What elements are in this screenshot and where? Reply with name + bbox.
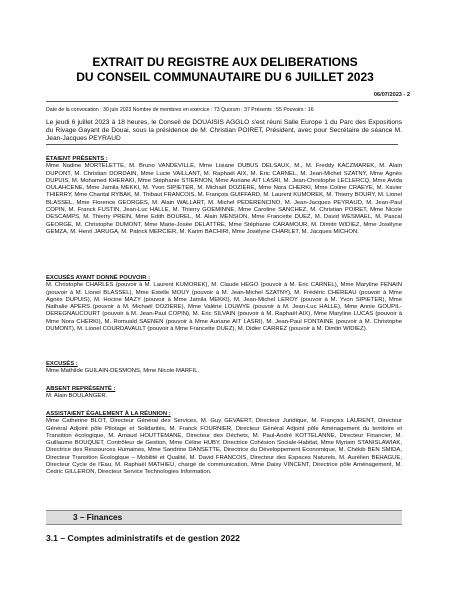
subsection-title: 3.1 – Comptes administratifs et de gestion 2022 bbox=[46, 533, 240, 543]
section-excuses bbox=[46, 361, 402, 376]
excuses-heading: EXCUSÉS : bbox=[46, 361, 78, 367]
section-absent bbox=[46, 386, 402, 401]
section-bar-finances bbox=[46, 510, 402, 525]
presents-list: Mme Nadine MORTELETTE, M. Bruno VANDEVILLE, Mme Lisiane DUBUS DELSAUX, M., M. Freddy KACZMAREK, M. Alain DUPONT, M. Christian DORDAIN, Mme Lucie VAILLANT, M. Raphaël AIX, M. Eric CARNEL, M. Jean-Michel SZATNY, Mme Agnès DUPUIS, M. Mohamed KHERAKI, Mme Stéphanie STIERNON, Mme Auriane AIT LASRI, M. Jean-Christophe LECLERCQ, Mme Avida OULAHCENE, Mme Jamila MEKKI, M. Yvon SIPIETER, M. Michaël DOZIERE, Mme Nora CHERKI, Mme Coline CRAEYE, M. Xavier THIERRY, Mme Chantal RYBAK, M. Thibaut FRANCOIS, M. François GUIFFARD, M. Laurent KUMOREK, M. Thierry BOURY, M. Lionel BLASSEL, Mme Florence GEORGES, M. Alain WALLART, M. Michel PEDERENCINO, M. Jean-Jacques PEYRAUD, M. Jean-Paul COPIN, M. Franck FUSTIN, Jean-Luc HALLE, M. Thierry GOEMINNE, Mme Caroline SANCHEZ, M. Christian POIRET, Mme Nicole DESCAMPS, M. Thierry PREIN, Mme Edith BOUREL, M. Alain MENSION, Mme Francette DUEZ, M. David WESMAEL, M. Pascal GEORGÉ, M. Christophe DUMONT, Mme Marie-Josée DELATTRE, Mme Stéphanie CARAMOUR, M. Dimitri WIDIEZ, Mme Josélyne GEMZA, M. Henri JARUGA, M. Patrick MERCIER, M. Karim BACHIRI, Mme Josélyne CHARLET, M. Jacques MICHON. bbox=[46, 163, 402, 235]
meeting-intro: Le jeudi 6 juillet 2023 à 18 heures, le Conseil de DOUAISIS AGGLO s'est réuni Salle Europe 1 du Parc des Expositions du Rivage Gayant de Douai, sous la présidence de M. Christian POIRET, Président, avec pour Secrétaire de séance M. Jean-Jacques PEYRAUD bbox=[46, 119, 402, 143]
absent-list: M. Alain BOULANGER. bbox=[46, 393, 108, 400]
section-presents bbox=[46, 156, 402, 236]
divider-top bbox=[46, 101, 398, 102]
document-title-line1: EXTRAIT DU REGISTRE AUX DELIBERATIONS bbox=[92, 55, 358, 69]
section-bar-label: 3 – Finances bbox=[73, 513, 123, 522]
excuses-list: Mme Mathilde GUILAIN-DESMONS, Mme Nicole MARFIL. bbox=[46, 368, 200, 375]
pouvoir-heading: EXCUSÉS AYANT DONNÉ POUVOIR : bbox=[46, 275, 151, 281]
divider-bottom bbox=[46, 144, 398, 145]
reference-number: 06/07/2023 - 2 bbox=[373, 92, 410, 98]
assistant-list: Mme Catherine BLOT, Directeur Général des Services, M. Guy GEVAERT, Directeur Juridique, M. François LAURENT, Directeur Général Adjoint pôle Pilotage et Solidarités, M. Franck FOURNIER, Directeur Général Adjoint pôle Aménagement du territoire et Transition écologique, M. Arnaud HOUTTEMANE, Directeur des Déchets, M. Paul-André KOTTELANNE, Directeur Financier, M. Guillaume BOUQUET, Contrôleur de Gestion, Mme Céline HUBY, Directrice Cohésion Sociale-Habitat, Mme Myriam STANISLAWIAK, Directrice des Ressources Humaines, Mme Sandrine DANSETTE, Directrice du Développement Economique, M. Chékib BEN SMIDA, Directeur Transition Écologique – Mobilité et Qualité, M. David FRANCOIS, Directeur des Espaces Naturels, M. Aurélien BEHAGUE, Directeur Cycle de l'Eau, M. Raphaël MATHIEU, chargé de communication, Mme Daisy VINCENT, Directrice pôle Aménagement, M. Cédric GILLERON, Directeur Service Technologies Information. bbox=[46, 418, 402, 476]
convocation-meta: Date de la convocation : 30 juin 2023 Nombre de membres en exercice : 73 Quorum : 37 Présents : 55 Pouvoirs : 16 bbox=[46, 107, 314, 113]
document-title-line2: DU CONSEIL COMMUNAUTAIRE DU 6 JUILLET 2023 bbox=[76, 70, 374, 84]
pouvoir-list: M. Christophe CHARLES (pouvoir à M. Laurent KUMOREK), M. Claude HEGO (pouvoir à M. Eric CARNEL), Mme Maryline FENAIN (pouvoir à M. Lionel BLASSEL), Mme Estelle MOUY (pouvoir à M. Jean-Michel SZATNY), M. Frédéric CHÉREAU (pouvoir à Mme Agnès DUPUIS), M. Hocine MAZY (pouvoir à Mme Jamila MEKKI), M. Jean-Michel LEROY (pouvoir à M. Yvon SIPIETER), Mme Nathalie APERS (pouvoir à M. Michaël DOZIERE), Mme Valérie LOUWYE (pouvoir à M. Jean-Luc HALLE), Mme Annie GOUPIL-DEREGNAUCOURT (pouvoir à M. Jean-Paul COPIN), M. Eric SILVAIN (pouvoir à M. Raphaël AIX), Mme Maryline LUCAS (pouvoir à Mme Nora CHERKI), M. Romuald SAENEN (pouvoir à Mme Auriane AIT LASRI), M. Jean-Paul FONTAINE (pouvoir à M. Christophe DUMONT), M. Lionel COURDAVAULT (pouvoir à Mme Francette DUEZ), M. Didier CARREZ (pouvoir à M. Dimitri WIDIEZ). bbox=[46, 282, 402, 333]
presents-heading: ÉTAIENT PRÉSENTS : bbox=[46, 156, 108, 162]
section-assistant bbox=[46, 411, 402, 477]
absent-heading: ABSENT REPRÉSENTÉ : bbox=[46, 386, 116, 392]
section-pouvoir bbox=[46, 275, 402, 333]
assistant-heading: ASSISTAIENT ÉGALEMENT À LA RÉUNION : bbox=[46, 411, 171, 417]
